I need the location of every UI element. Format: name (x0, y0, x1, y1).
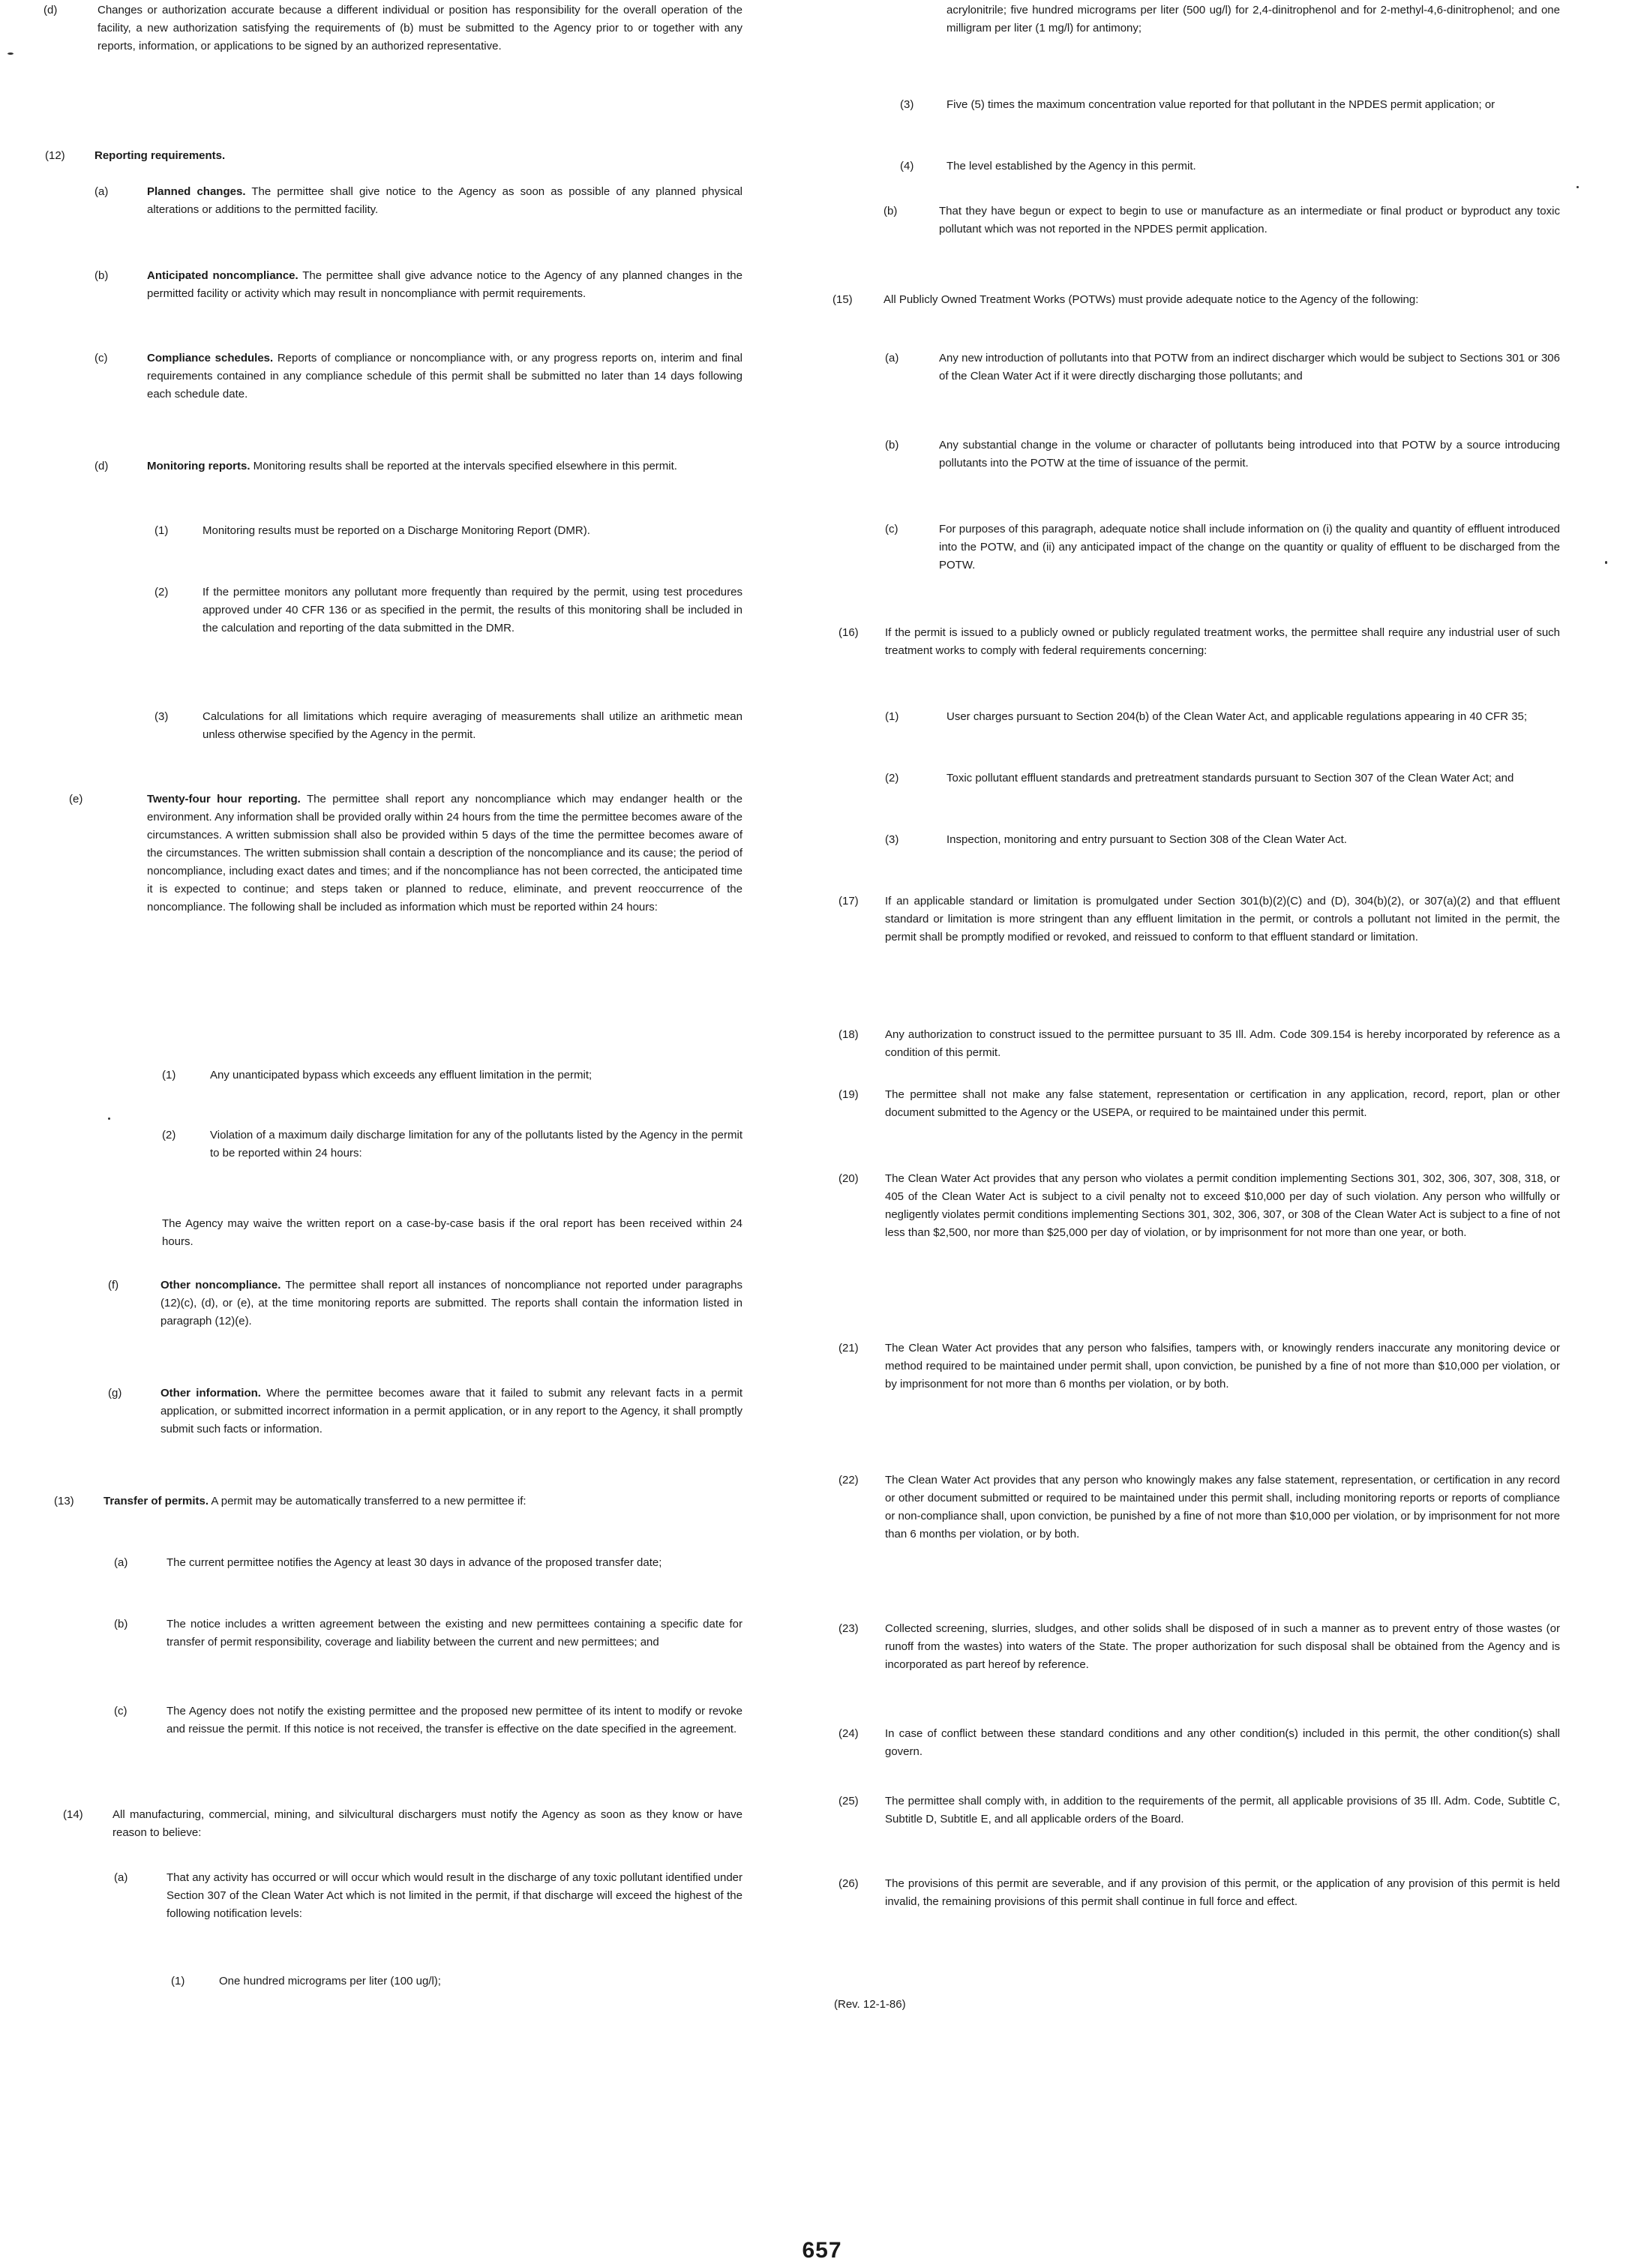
item-14a3 (900, 96, 1560, 114)
item-text: In case of conflict between these standard conditions and any other condition(s) included in this permit, the other condition(s) shall govern. (885, 1727, 1560, 1758)
item-text: The permittee shall give advance notice to the Agency of any planned changes in the permitted facility or activity which may result in noncompliance with permit requirements. (147, 269, 742, 300)
item-text: The permittee shall report all instances of noncompliance not reported under paragraphs (12)(c), (d), or (e), at the time monitoring reports are submitted. The reports shall contain the information listed in paragraph (12)(e). (160, 1279, 742, 1328)
item-16-1 (885, 708, 1560, 726)
item-text: The notice includes a written agreement between the existing and new permittees containing a specific date for transfer of permit responsibility, coverage and liability between the current and new permittees; and (166, 1618, 742, 1648)
item-text: Any authorization to construct issued to the permittee pursuant to 35 Ill. Adm. Code 309.154 is hereby incorporated by reference as a condition of this permit. (885, 1028, 1560, 1059)
item-text: Any substantial change in the volume or character of pollutants being introduced into that POTW by a source introducing pollutants into the POTW at the time of issuance of the permit. (939, 439, 1560, 470)
item-text: Changes or authorization accurate because a different individual or position has responsibility for the overall operation of the facility, a new authorization satisfying the requirements of (b) must be submitted to the Agency prior to or together with any reports, information, or applications to be signed by an authorized representative. (98, 4, 742, 52)
item-text: One hundred micrograms per liter (100 ug/l); (219, 1975, 441, 1988)
item-text: acrylonitrile; five hundred micrograms per liter (500 ug/l) for 2,4-dinitrophenol and for 2-methyl-4,6-dinitrophenol; and one milligram per liter (1 mg/l) for antimony; (946, 4, 1560, 34)
item-14b (884, 202, 1560, 238)
item-label: (b) (94, 269, 109, 282)
item-12e2 (162, 1126, 742, 1162)
item-text: Any unanticipated bypass which exceeds any effluent limitation in the permit; (210, 1069, 592, 1082)
item-text: The Clean Water Act provides that any person who falsifies, tampers with, or knowingly renders inaccurate any monitoring device or method required to be maintained under permit shall, upon conviction, be punished by a fine of not more than $10,000 per violation, or by imprisonment for not more than 6 months per violation, or by both. (885, 1342, 1560, 1390)
item-label: (a) (114, 1871, 128, 1884)
item-text: The level established by the Agency in this permit. (946, 160, 1196, 172)
item-title: Other information. (160, 1387, 261, 1400)
item-label: (c) (885, 523, 898, 536)
item-label: (d) (44, 4, 58, 16)
item-16-2 (885, 770, 1560, 788)
item-12e-note (162, 1215, 742, 1251)
item-text: A permit may be automatically transferred to a new permittee if: (211, 1495, 526, 1508)
item-label: (12) (45, 149, 65, 162)
item-12d2 (154, 584, 742, 638)
item-text: All Publicly Owned Treatment Works (POTWs) must provide adequate notice to the Agency of the following: (884, 293, 1419, 306)
item-15 (832, 291, 1560, 309)
item-text: The current permittee notifies the Agency at least 30 days in advance of the proposed transfer date; (166, 1556, 662, 1569)
item-label: (a) (114, 1556, 128, 1569)
item-title: Compliance schedules. (147, 352, 274, 364)
item-label: (a) (885, 352, 899, 364)
scan-speck (1576, 186, 1579, 188)
item-21 (838, 1340, 1560, 1394)
item-text: The provisions of this permit are severable, and if any provision of this permit, or the application of any provision of this permit is held invalid, the remaining provisions of this permit shall continue in full force and effect. (885, 1877, 1560, 1908)
item-20 (838, 1170, 1560, 1242)
item-label: (19) (838, 1088, 859, 1101)
item-12g (108, 1384, 742, 1438)
item-label: (b) (885, 439, 899, 452)
item-text: The Clean Water Act provides that any person who violates a permit condition implementing Sections 301, 302, 306, 307, 308, 318, or 405 of the Clean Water Act is subject to a civil penalty not to exceed $10,000 per day of such violation. Any person who willfully or negligently violates permit conditions implementing Sections 301, 302, 306, 307, or 308 of the Clean Water Act is subject to a fine of not less than $2,500, nor more than $25,000 per day of violation, or by imprisonment for not more than one year, or both. (885, 1172, 1560, 1239)
item-text: The permittee shall give notice to the Agency as soon as possible of any planned physical alterations or additions to the permitted facility. (147, 185, 742, 216)
item-label: (g) (108, 1387, 122, 1400)
item-text: The Clean Water Act provides that any person who knowingly makes any false statement, representation, or certification in any record or other document submitted or required to be maintained under this permit shall, including monitoring reports or reports of compliance or non-compliance shall, upon conviction, be punished by a fine of not more than $10,000 per violation, or by imprisonment for not more than 6 months per violation, or by both. (885, 1474, 1560, 1540)
item-label: (3) (900, 98, 914, 111)
scan-speck (8, 52, 14, 55)
item-label: (f) (108, 1279, 119, 1292)
item-label: (c) (114, 1705, 128, 1718)
item-label: (1) (885, 710, 899, 723)
item-11d-tail (44, 2, 742, 56)
item-text: If the permittee monitors any pollutant more frequently than required by the permit, using test procedures approved under 40 CFR 136 or as specified in the permit, the results of this monitoring shall be included in the calculation and reporting of the data submitted in the DMR. (202, 586, 742, 634)
item-label: (15) (832, 293, 853, 306)
item-label: (4) (900, 160, 914, 172)
item-label: (23) (838, 1622, 859, 1635)
item-label: (16) (838, 626, 859, 639)
item-14a (114, 1869, 742, 1923)
item-title: Other noncompliance. (160, 1279, 281, 1292)
item-text: Five (5) times the maximum concentration value reported for that pollutant in the NPDES permit application; or (946, 98, 1496, 111)
item-label: (13) (54, 1495, 74, 1508)
item-text: The Agency may waive the written report on a case-by-case basis if the oral report has been received within 24 hours. (162, 1217, 742, 1248)
item-text: The permittee shall comply with, in addition to the requirements of the permit, all applicable provisions of 35 Ill. Adm. Code, Subtitle C, Subtitle D, Subtitle E, and all applicable orders of the Board. (885, 1795, 1560, 1826)
item-label: (1) (154, 524, 169, 537)
item-18 (838, 1026, 1560, 1062)
item-14 (63, 1806, 742, 1842)
item-text: Monitoring results shall be reported at the intervals specified elsewhere in this permit. (253, 460, 677, 472)
item-text: Violation of a maximum daily discharge limitation for any of the pollutants listed by the Agency in the permit to be reported within 24 hours: (210, 1129, 742, 1160)
item-12c (94, 350, 742, 404)
item-12d (94, 458, 742, 476)
item-text: That they have begun or expect to begin to use or manufacture as an intermediate or final product or byproduct any toxic pollutant which was not reported in the NPDES permit application. (939, 205, 1560, 236)
item-13b (114, 1616, 742, 1652)
item-text: Any new introduction of pollutants into that POTW from an indirect discharger which would be subject to Sections 301 or 306 of the Clean Water Act if it were directly discharging those pollutants; and (939, 352, 1560, 382)
section-heading: Reporting requirements. (94, 149, 226, 162)
item-22 (838, 1472, 1560, 1544)
item-title: Monitoring reports. (147, 460, 250, 472)
item-label: (17) (838, 895, 859, 908)
item-12e (69, 790, 742, 916)
item-17 (838, 892, 1560, 946)
item-12d1 (154, 522, 742, 540)
item-13 (54, 1492, 742, 1510)
item-12d3 (154, 708, 742, 744)
item-text: The Agency does not notify the existing permittee and the proposed new permittee of its intent to modify or revoke and reissue the permit. If this notice is not received, the transfer is effective on the date specified in the agreement. (166, 1705, 742, 1736)
item-14a1 (171, 1972, 742, 1990)
item-label: (3) (885, 833, 899, 846)
item-13c (114, 1702, 742, 1738)
item-label: (1) (171, 1975, 185, 1988)
item-12f (108, 1276, 742, 1330)
item-text: Toxic pollutant effluent standards and pretreatment standards pursuant to Section 307 of the Clean Water Act; and (946, 772, 1514, 784)
item-label: (3) (154, 710, 169, 723)
page-number: 657 (802, 2238, 842, 2263)
revision-date: (Rev. 12-1-86) (834, 1998, 906, 2011)
item-16 (838, 624, 1560, 660)
item-text: If the permit is issued to a publicly owned or publicly regulated treatment works, the permittee shall require any industrial user of such treatment works to comply with federal requirements concerning: (885, 626, 1560, 657)
item-label: (2) (154, 586, 169, 598)
item-26 (838, 1875, 1560, 1911)
item-13a (114, 1554, 742, 1572)
item-text: Calculations for all limitations which require averaging of measurements shall utilize an arithmetic mean unless otherwise specified by the Agency in the permit. (202, 710, 742, 741)
item-title: Planned changes. (147, 185, 246, 198)
item-label: (a) (94, 185, 109, 198)
item-label: (26) (838, 1877, 859, 1890)
item-label: (25) (838, 1795, 859, 1808)
item-15b (885, 436, 1560, 472)
item-text: User charges pursuant to Section 204(b) of the Clean Water Act, and applicable regulations appearing in 40 CFR 35; (946, 710, 1528, 723)
item-label: (2) (885, 772, 899, 784)
item-label: (22) (838, 1474, 859, 1486)
item-text: That any activity has occurred or will occur which would result in the discharge of any toxic pollutant identified under Section 307 of the Clean Water Act which is not limited in the permit, if that discharge will exceed the highest of the following notification levels: (166, 1871, 742, 1920)
item-label: (b) (114, 1618, 128, 1630)
item-text: Monitoring results must be reported on a Discharge Monitoring Report (DMR). (202, 524, 590, 537)
item-19 (838, 1086, 1560, 1122)
item-label: (c) (94, 352, 108, 364)
item-label: (14) (63, 1808, 83, 1821)
item-text: The permittee shall not make any false statement, representation or certification in any application, record, report, plan or other document submitted to the Agency or the USEPA, or required to be maintained under this permit. (885, 1088, 1560, 1119)
item-title: Twenty-four hour reporting. (147, 793, 301, 806)
item-label: (24) (838, 1727, 859, 1740)
item-12e1 (162, 1066, 742, 1084)
item-16-3 (885, 831, 1560, 849)
item-25 (838, 1792, 1560, 1828)
item-label: (1) (162, 1069, 176, 1082)
item-label: (e) (69, 793, 83, 806)
item-label: (2) (162, 1129, 176, 1142)
item-24 (838, 1725, 1560, 1761)
item-14a4 (900, 158, 1560, 176)
scan-speck (108, 1118, 110, 1120)
item-text: Where the permittee becomes aware that it failed to submit any relevant facts in a permit application, or submitted incorrect information in a permit application, or in any report to the Agency, it shall promptly submit such facts or information. (160, 1387, 743, 1436)
item-text: For purposes of this paragraph, adequate notice shall include information on (i) the quality and quantity of effluent introduced into the POTW, and (ii) any anticipated impact of the change on the quantity or quality of effluent to be discharged from the POTW. (939, 523, 1560, 572)
item-title: Transfer of permits. (104, 1495, 209, 1508)
item-label: (20) (838, 1172, 859, 1185)
item-label: (21) (838, 1342, 859, 1354)
item-text: Inspection, monitoring and entry pursuant to Section 308 of the Clean Water Act. (946, 833, 1347, 846)
item-label: (d) (94, 460, 109, 472)
item-12b (94, 267, 742, 303)
item-14a2-tail (946, 2, 1560, 38)
scan-speck (1605, 561, 1607, 564)
item-label: (b) (884, 205, 898, 218)
item-15a (885, 350, 1560, 386)
item-text: If an applicable standard or limitation is promulgated under Section 301(b)(2)(C) and (D), 304(b)(2), or 307(a)(2) and that effluent standard or limitation is more stringent than any effluent limitation in the permit, or controls a pollutant not limited in the permit, the permit shall be promptly modified or revoked, and reissued to conform to that effluent standard or limitation. (885, 895, 1560, 944)
item-23 (838, 1620, 1560, 1674)
item-12a (94, 183, 742, 219)
item-15c (885, 520, 1560, 574)
item-text: The permittee shall report any noncompliance which may endanger health or the environment. Any information shall be provided orally within 24 hours from the time the permittee becomes aware of the circumstances. A written submission shall also be provided within 5 days of the time the permittee becomes aware of the circumstances. The written submission shall contain a description of the noncompliance and its cause; the period of noncompliance, including exact dates and times; and if the noncompliance has not been corrected, the anticipated time it is expected to continue; and steps taken or planned to reduce, eliminate, and prevent reoccurrence of the noncompliance. The following shall be included as information which must be reported within 24 hours: (147, 793, 742, 914)
item-title: Anticipated noncompliance. (147, 269, 298, 282)
item-text: Reports of compliance or noncompliance with, or any progress reports on, interim and final requirements contained in any compliance schedule of this permit shall be submitted no later than 14 days following each schedule date. (147, 352, 742, 400)
item-text: Collected screening, slurries, sludges, and other solids shall be disposed of in such a manner as to prevent entry of those wastes (or runoff from the wastes) into waters of the State. The proper authorization for such disposal shall be obtained from the Agency and is incorporated as part hereof by reference. (885, 1622, 1560, 1671)
item-text: All manufacturing, commercial, mining, and silvicultural dischargers must notify the Agency as soon as they know or have reason to believe: (112, 1808, 742, 1839)
item-12 (45, 147, 720, 165)
item-label: (18) (838, 1028, 859, 1041)
